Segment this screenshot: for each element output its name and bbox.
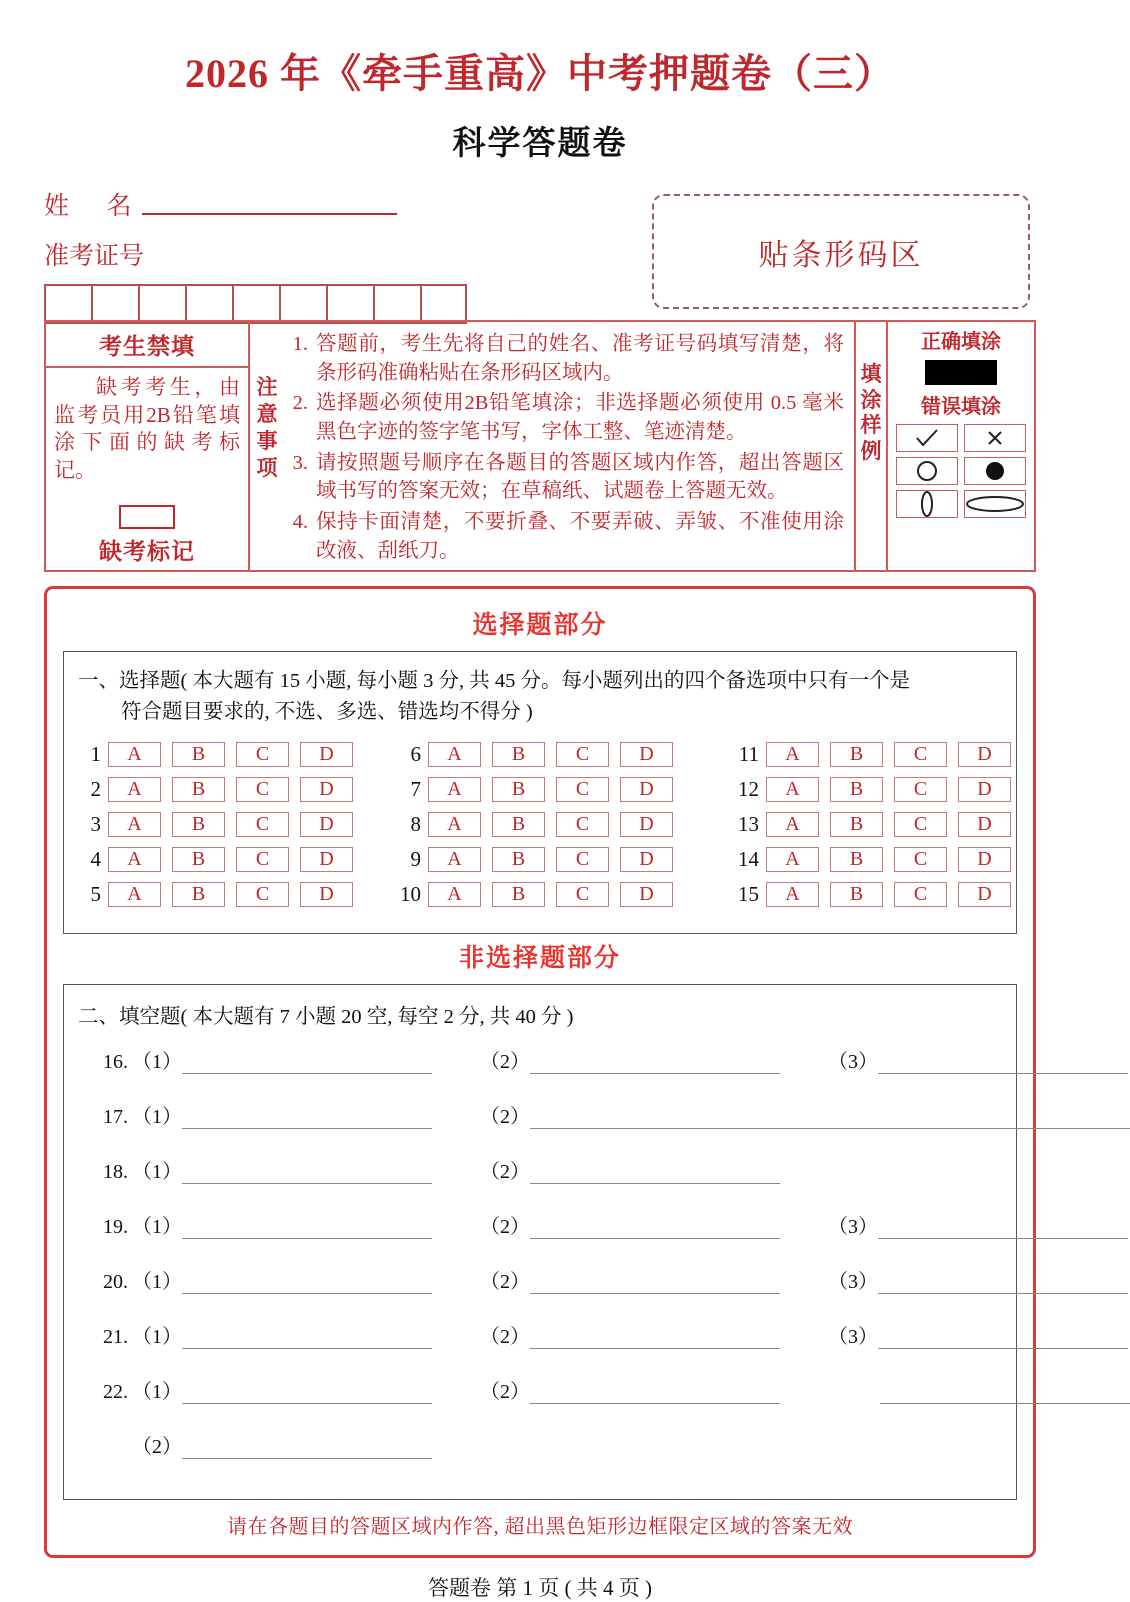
choice-row	[78, 882, 364, 907]
fill-blank	[132, 1265, 432, 1294]
fill-question-number: 17.	[103, 1105, 128, 1128]
absent-mark-label: 缺考标记	[99, 539, 195, 564]
choice-question-number: 10	[400, 881, 421, 906]
choice-option-b[interactable]: B	[492, 742, 545, 767]
instruction-text: 请按照题号顺序在各题目的答题区域内作答，超出答题区域书写的答案无效；在草稿纸、试题卷上答题无效。	[316, 451, 844, 503]
fill-blank-rule[interactable]	[182, 1282, 432, 1294]
fill-blank-label: （2）	[480, 1325, 530, 1348]
choice-question-number: 1	[90, 741, 101, 766]
choice-section-head: 选择题部分	[472, 612, 608, 639]
name-label: 姓 名	[44, 193, 132, 220]
exam-number-cell[interactable]	[373, 284, 420, 324]
choice-option-c[interactable]: C	[556, 742, 609, 767]
instruction-text: 选择题必须使用2B铅笔填涂；非选择题必须使用 0.5 毫米黑色字迹的签字笔书写，字体工整、笔迹清楚。	[316, 392, 844, 444]
correct-fill-sample	[925, 360, 997, 385]
choice-option-d[interactable]: D	[620, 742, 673, 767]
choice-row	[398, 882, 684, 907]
ellipse-tall-icon	[896, 490, 958, 518]
fill-question-number: 21.	[103, 1325, 128, 1348]
page-subtitle: 科学答题卷	[452, 126, 628, 162]
identity-fields	[44, 186, 604, 324]
fill-blank	[828, 1265, 1128, 1294]
choice-option-d[interactable]: D	[958, 812, 1011, 837]
choice-option-c[interactable]: C	[894, 882, 947, 907]
fill-blank	[480, 1375, 780, 1404]
choice-question-number: 14	[738, 846, 759, 871]
choice-option-b[interactable]: B	[492, 777, 545, 802]
correct-fill-label: 正确填涂	[921, 331, 1001, 353]
fill-blank-label: （1）	[132, 1160, 182, 1183]
choice-option-c[interactable]: C	[236, 882, 289, 907]
exam-number-cell[interactable]	[185, 284, 232, 324]
choice-option-c[interactable]: C	[556, 847, 609, 872]
answer-area-warning: 请在各题目的答题区域内作答, 超出黑色矩形边框限定区域的答案无效	[227, 1515, 853, 1538]
choice-instructions-line1: 一、选择题( 本大题有 15 小题, 每小题 3 分, 共 45 分。每小题列出的四个备选项中只有一个是	[78, 670, 910, 692]
choice-option-d[interactable]: D	[620, 812, 673, 837]
fill-row	[78, 1320, 1004, 1349]
fill-blank-label: （2）	[480, 1050, 530, 1073]
instruction-item	[286, 508, 844, 565]
fill-blank-rule[interactable]	[182, 1337, 432, 1349]
instructions-list	[284, 322, 854, 570]
choice-option-a[interactable]: A	[766, 742, 819, 767]
instruction-text: 答题前，考生先将自己的姓名、准考证号码填写清楚，将条形码准确粘贴在条形码区域内。	[316, 333, 844, 384]
absent-panel	[46, 322, 250, 570]
choice-option-d[interactable]: D	[958, 777, 1011, 802]
choice-instructions	[78, 666, 1004, 728]
choice-row	[736, 812, 1022, 837]
wrong-fill-grid	[892, 424, 1030, 518]
choice-question-number: 13	[738, 811, 759, 836]
name-field-row	[44, 186, 604, 222]
fill-question-number: 16.	[103, 1050, 128, 1073]
instructions-tag: 注意事项	[256, 375, 278, 480]
choice-option-c[interactable]: C	[556, 777, 609, 802]
choice-option-a[interactable]: A	[766, 812, 819, 837]
fill-row	[78, 1210, 1004, 1239]
choice-option-b[interactable]: B	[830, 847, 883, 872]
absent-panel-body: 缺考考生，由监考员用2B铅笔填涂下面的缺考标记。	[54, 375, 240, 483]
fill-blank	[828, 1210, 1128, 1239]
choice-question-number: 5	[90, 881, 101, 906]
fill-blank-rule[interactable]	[530, 1392, 780, 1404]
choice-row	[78, 847, 364, 872]
barcode-label: 贴条形码区	[758, 238, 924, 272]
instruction-item	[286, 389, 844, 446]
fill-blank-rule[interactable]	[182, 1117, 432, 1129]
choice-option-d[interactable]: D	[620, 847, 673, 872]
fill-blank-label: （3）	[828, 1215, 878, 1238]
choice-question-number: 15	[738, 881, 759, 906]
fill-example-tag: 填涂样例	[860, 362, 882, 463]
fill-blank	[132, 1210, 432, 1239]
choice-question-number: 3	[90, 811, 101, 836]
choice-option-a[interactable]: A	[428, 812, 481, 837]
exam-number-cell[interactable]	[138, 284, 185, 324]
fill-blank	[880, 1392, 1130, 1404]
choice-option-d[interactable]: D	[958, 847, 1011, 872]
choice-question-number: 7	[410, 776, 421, 801]
answer-panel	[44, 586, 1036, 1558]
choice-option-d[interactable]: D	[300, 742, 353, 767]
exam-number-grid[interactable]	[44, 284, 604, 324]
ellipse-wide-icon	[964, 490, 1026, 518]
choice-option-a[interactable]: A	[428, 777, 481, 802]
choice-option-d[interactable]: D	[300, 812, 353, 837]
fill-blank-rule[interactable]	[530, 1227, 780, 1239]
choice-option-a[interactable]: A	[766, 777, 819, 802]
fill-row	[78, 1155, 1004, 1184]
fill-blank-rule[interactable]	[182, 1062, 432, 1074]
fill-example-body	[886, 322, 1034, 570]
choice-option-b[interactable]: B	[830, 812, 883, 837]
choice-option-a[interactable]: A	[108, 742, 161, 767]
fill-blank	[132, 1045, 432, 1074]
choice-option-a[interactable]: A	[108, 812, 161, 837]
fill-blank	[132, 1430, 432, 1459]
fill-blank-label: （2）	[480, 1105, 530, 1128]
choice-option-c[interactable]: C	[236, 777, 289, 802]
choice-question-number: 11	[738, 741, 759, 766]
fill-blank-label: （2）	[480, 1380, 530, 1403]
choice-option-b[interactable]: B	[172, 777, 225, 802]
fill-example-panel	[856, 322, 1034, 570]
choice-option-b[interactable]: B	[172, 847, 225, 872]
exam-number-cell[interactable]	[326, 284, 373, 324]
instruction-number: 4.	[292, 511, 308, 534]
wrong-fill-label: 错误填涂	[921, 396, 1001, 418]
choice-option-d[interactable]: D	[958, 882, 1011, 907]
fill-blank	[132, 1375, 432, 1404]
choice-row	[78, 742, 364, 767]
fill-blank-rule[interactable]	[530, 1172, 780, 1184]
fill-rows	[78, 1029, 1004, 1489]
choice-option-d[interactable]: D	[620, 777, 673, 802]
name-input-rule[interactable]	[142, 213, 397, 215]
fill-row	[78, 1430, 1004, 1459]
choice-option-a[interactable]: A	[428, 847, 481, 872]
fill-blank	[828, 1320, 1128, 1349]
fill-blank-rule[interactable]	[530, 1337, 780, 1349]
cross-icon	[964, 424, 1026, 452]
fill-blank-label: （2）	[480, 1270, 530, 1293]
fill-blank-rule[interactable]	[530, 1117, 1130, 1129]
instruction-text: 保持卡面清楚，不要折叠、不要弄破、弄皱、不准使用涂改液、刮纸刀。	[316, 511, 844, 562]
fill-blank	[480, 1265, 780, 1294]
choice-row	[78, 812, 364, 837]
choice-row	[398, 742, 684, 767]
circle-filled-icon	[964, 457, 1026, 485]
choice-answer-box	[63, 651, 1017, 934]
choice-question-number: 2	[90, 776, 101, 801]
choice-question-number: 12	[738, 776, 759, 801]
choice-option-c[interactable]: C	[894, 777, 947, 802]
instructions-panel	[250, 322, 856, 570]
choice-option-b[interactable]: B	[830, 742, 883, 767]
fill-blank-label: （2）	[480, 1160, 530, 1183]
instruction-number: 2.	[292, 392, 308, 415]
fill-section-head: 非选择题部分	[458, 944, 621, 972]
choice-option-c[interactable]: C	[894, 742, 947, 767]
choice-option-a[interactable]: A	[108, 847, 161, 872]
choice-option-a[interactable]: A	[766, 847, 819, 872]
fill-blank-rule[interactable]	[878, 1282, 1128, 1294]
choice-option-b[interactable]: B	[830, 777, 883, 802]
fill-blank-label: （1）	[132, 1105, 182, 1128]
choice-option-a[interactable]: A	[428, 882, 481, 907]
fill-blank	[828, 1045, 1128, 1074]
choice-option-c[interactable]: C	[236, 812, 289, 837]
choice-option-c[interactable]: C	[236, 847, 289, 872]
fill-blank-label: （2）	[480, 1215, 530, 1238]
exam-number-cell[interactable]	[44, 284, 91, 324]
fill-blank-rule[interactable]	[182, 1392, 432, 1404]
fill-blank-label: （3）	[828, 1325, 878, 1348]
absent-mark-bubble[interactable]	[119, 505, 175, 529]
choice-option-a[interactable]: A	[108, 777, 161, 802]
choice-option-a[interactable]: A	[428, 742, 481, 767]
choice-option-d[interactable]: D	[300, 847, 353, 872]
fill-blank	[480, 1045, 780, 1074]
choice-column	[684, 742, 1022, 917]
choice-row	[398, 777, 684, 802]
fill-question-number: 19.	[103, 1215, 128, 1238]
choice-option-d[interactable]: D	[300, 777, 353, 802]
fill-blank-rule[interactable]	[878, 1227, 1128, 1239]
identity-row	[0, 186, 1080, 316]
fill-question-number: 20.	[103, 1270, 128, 1293]
choice-instructions-line2: 符合题目要求的, 不选、多选、错选均不得分 )	[121, 700, 533, 723]
instruction-number: 3.	[292, 451, 308, 474]
choice-option-c[interactable]: C	[894, 812, 947, 837]
choice-row	[736, 882, 1022, 907]
fill-blank-rule[interactable]	[182, 1447, 432, 1459]
fill-blank-rule[interactable]	[878, 1337, 1128, 1349]
choice-option-d[interactable]: D	[300, 882, 353, 907]
absent-panel-head: 考生禁填	[46, 322, 248, 368]
instruction-item	[286, 330, 844, 387]
choice-option-c[interactable]: C	[236, 742, 289, 767]
exam-no-label: 准考证号	[44, 243, 145, 270]
choice-columns	[78, 742, 1004, 923]
fill-question-number: 18.	[103, 1160, 128, 1183]
fill-blank	[132, 1155, 432, 1184]
fill-row	[78, 1100, 1004, 1129]
choice-question-number: 6	[410, 741, 421, 766]
choice-option-b[interactable]: B	[830, 882, 883, 907]
fill-blank-label: （1）	[132, 1380, 182, 1403]
circle-outline-icon	[896, 457, 958, 485]
choice-row	[398, 847, 684, 872]
fill-blank-label: （3）	[828, 1050, 878, 1073]
fill-blank-rule[interactable]	[878, 1062, 1128, 1074]
choice-option-d[interactable]: D	[620, 882, 673, 907]
fill-answer-box	[63, 984, 1017, 1500]
fill-blank-label: （1）	[132, 1215, 182, 1238]
choice-option-c[interactable]: C	[894, 847, 947, 872]
instruction-item	[286, 449, 844, 506]
choice-option-b[interactable]: B	[172, 882, 225, 907]
fill-blank-label: （2）	[132, 1435, 182, 1458]
choice-row	[736, 777, 1022, 802]
choice-row	[398, 812, 684, 837]
page-title: 2026 年《牵手重高》中考押题卷（三）	[185, 51, 895, 96]
choice-option-b[interactable]: B	[172, 812, 225, 837]
exam-number-cell[interactable]	[232, 284, 279, 324]
choice-question-number: 9	[410, 846, 421, 871]
check-icon	[896, 424, 958, 452]
fill-blank	[480, 1320, 780, 1349]
choice-column	[364, 742, 684, 917]
fill-blank	[480, 1100, 1130, 1129]
fill-blank-rule[interactable]	[182, 1227, 432, 1239]
choice-column	[78, 742, 364, 917]
choice-question-number: 8	[410, 811, 421, 836]
choice-option-a[interactable]: A	[766, 882, 819, 907]
page-number: 答题卷 第 1 页 ( 共 4 页 )	[428, 1575, 652, 1600]
fill-question-number: 22.	[103, 1380, 128, 1403]
fill-blank-rule[interactable]	[880, 1392, 1130, 1404]
choice-option-b[interactable]: B	[172, 742, 225, 767]
fill-blank	[132, 1100, 432, 1129]
fill-blank	[480, 1155, 780, 1184]
choice-row	[736, 847, 1022, 872]
fill-blank-rule[interactable]	[182, 1172, 432, 1184]
fill-blank	[480, 1210, 780, 1239]
instruction-number: 1.	[292, 333, 308, 355]
fill-blank-label: （1）	[132, 1270, 182, 1293]
choice-row	[736, 742, 1022, 767]
choice-option-d[interactable]: D	[958, 742, 1011, 767]
choice-option-b[interactable]: B	[492, 847, 545, 872]
notice-strip	[44, 320, 1036, 572]
fill-blank-label: （3）	[828, 1270, 878, 1293]
fill-blank-label: （1）	[132, 1325, 182, 1348]
exam-number-cell[interactable]	[279, 284, 326, 324]
fill-row	[78, 1265, 1004, 1294]
exam-number-cell[interactable]	[420, 284, 467, 324]
fill-row	[78, 1045, 1004, 1074]
fill-blank-rule[interactable]	[530, 1282, 780, 1294]
barcode-paste-area[interactable]	[652, 194, 1030, 309]
fill-blank-label: （1）	[132, 1050, 182, 1073]
choice-option-c[interactable]: C	[556, 812, 609, 837]
fill-blank-rule[interactable]	[530, 1062, 780, 1074]
fill-row	[78, 1375, 1004, 1404]
choice-option-b[interactable]: B	[492, 882, 545, 907]
exam-number-cell[interactable]	[91, 284, 138, 324]
choice-row	[78, 777, 364, 802]
fill-blank	[132, 1320, 432, 1349]
choice-option-b[interactable]: B	[492, 812, 545, 837]
choice-option-c[interactable]: C	[556, 882, 609, 907]
fill-instructions: 二、填空题( 本大题有 7 小题 20 空, 每空 2 分, 共 40 分 )	[78, 1005, 574, 1028]
choice-question-number: 4	[90, 846, 101, 871]
choice-option-a[interactable]: A	[108, 882, 161, 907]
